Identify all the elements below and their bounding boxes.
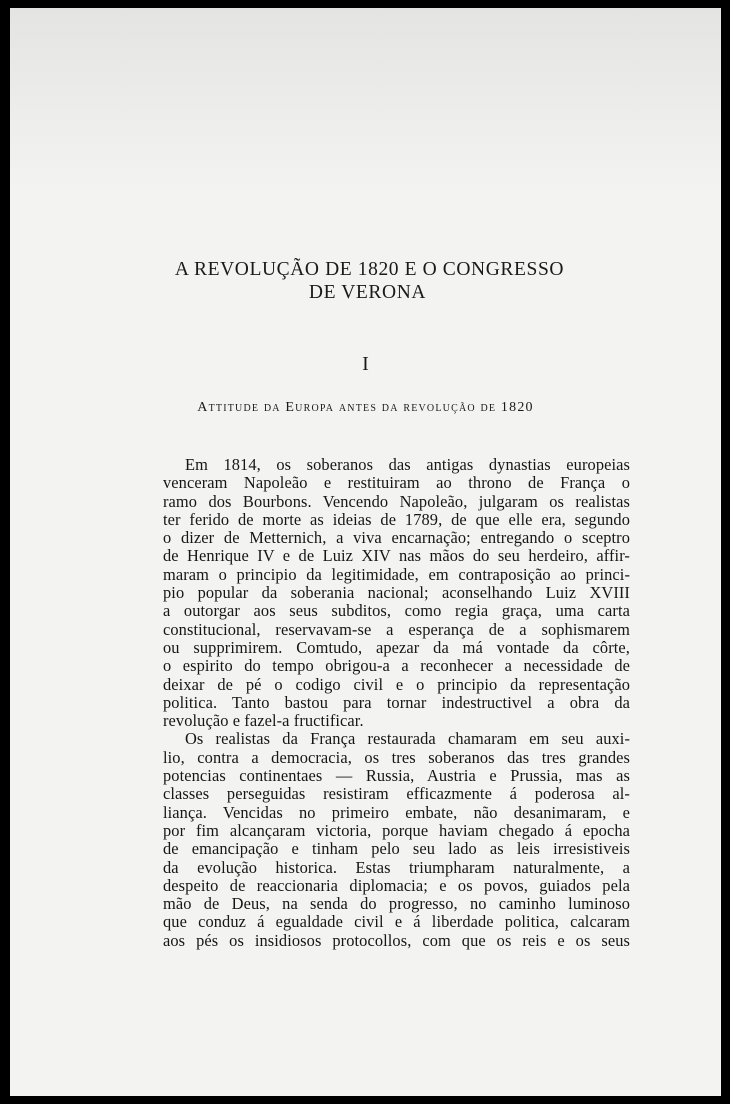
text-line: que conduz á egualdade civil e á liberdade politica, calcaram bbox=[163, 912, 630, 932]
text-line: classes perseguidas resistiram efficazmente á poderosa al- bbox=[163, 784, 630, 804]
text-line: de emancipação e tinham pelo seu lado as leis irresistiveis bbox=[163, 839, 630, 859]
text-line: mão de Deus, na senda do progresso, no caminho luminoso bbox=[163, 894, 630, 914]
text-line: Em 1814, os soberanos das antigas dynastias europeias bbox=[185, 455, 630, 474]
text-line: deixar de pé o codigo civil e o principio da representação bbox=[163, 674, 630, 694]
text-line: pio popular da soberania nacional; aconselhando Luiz XVIII bbox=[163, 583, 630, 603]
text-line: potencias continentaes — Russia, Austria e Prussia, mas as bbox=[163, 766, 630, 786]
text-line: o espirito do tempo obrigou-a a reconhecer a necessidade de bbox=[163, 656, 630, 676]
text-line: por fim alcançaram victoria, porque haviam chegado á epocha bbox=[163, 820, 630, 840]
text-line: venceram Napoleão e restituiram ao throno de França o bbox=[163, 473, 630, 493]
text-line: de Henrique IV e de Luiz XIV nas mãos do seu herdeiro, affir- bbox=[163, 546, 630, 566]
text-line: da evolução historica. Estas triumpharam naturalmente, a bbox=[163, 857, 630, 877]
title-line-2: DE VERONA bbox=[308, 282, 427, 303]
text-line: Os realistas da França restaurada chamaram em seu auxi- bbox=[185, 729, 630, 749]
text-line: constitucional, reservavam-se a esperança de a sophismarem bbox=[163, 619, 630, 639]
scanned-page bbox=[10, 8, 721, 1096]
title-line-1: A REVOLUÇÃO DE 1820 E O CONGRESSO bbox=[174, 259, 565, 280]
text-line: lio, contra a democracia, os tres soberanos das tres grandes bbox=[163, 747, 630, 767]
text-line: ter ferido de morte as ideias de 1789, de que elle era, segundo bbox=[163, 509, 630, 529]
paragraph-2 bbox=[163, 730, 630, 950]
paragraph-1 bbox=[163, 456, 630, 730]
text-line: ramo dos Bourbons. Vencendo Napoleão, julgaram os realistas bbox=[163, 491, 630, 511]
chapter-heading: Attitude da Europa antes da revolução de 1820 bbox=[197, 400, 534, 415]
text-line: maram o principio da legitimidade, em contraposição ao princi- bbox=[163, 564, 630, 584]
text-line: politica. Tanto bastou para tornar indestructivel a obra da bbox=[163, 692, 630, 712]
text-line: aos pés os insidiosos protocollos, com que os reis e os seus bbox=[163, 930, 630, 950]
text-line: a outorgar aos seus subditos, como regia graça, uma carta bbox=[163, 601, 630, 621]
text-line: revolução e fazel-a fructificar. bbox=[163, 711, 364, 731]
chapter-numeral: I bbox=[362, 353, 369, 375]
body-text bbox=[163, 456, 630, 950]
text-line: ou supprimirem. Comtudo, apezar da má vontade da côrte, bbox=[163, 637, 630, 657]
text-line: liança. Vencidas no primeiro embate, não desanimaram, e bbox=[163, 802, 630, 822]
text-line: despeito de reaccionaria diplomacia; e os povos, guiados pela bbox=[163, 875, 630, 895]
text-line: o dizer de Metternich, a viva encarnação; entregando o sceptro bbox=[163, 528, 630, 548]
